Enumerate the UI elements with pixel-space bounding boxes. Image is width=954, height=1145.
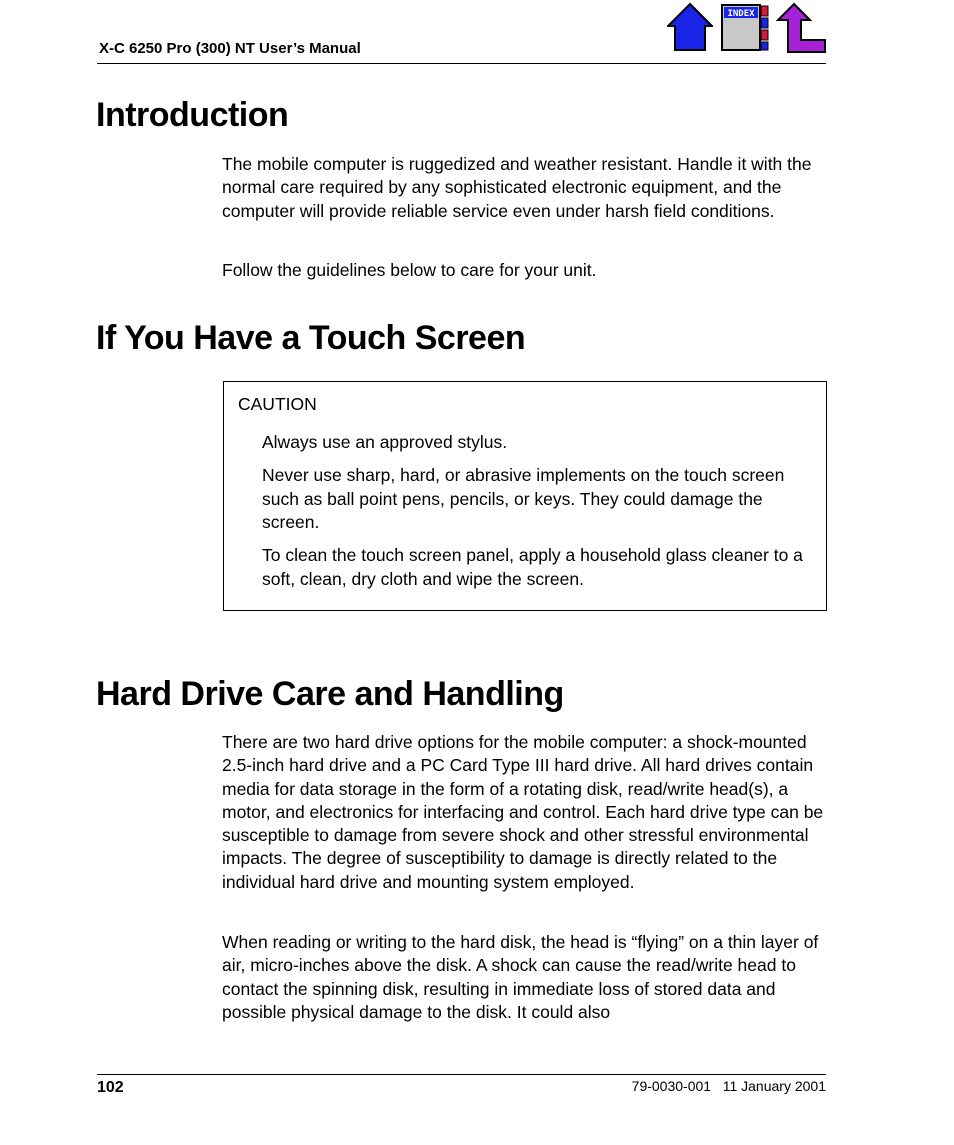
caution-box [223,381,827,611]
introduction-paragraph: The mobile computer is ruggedized and weather resistant. Handle it with the normal care required by any sophisticated electronic equipment, and the computer will provide reliable service even under harsh field conditions. [222,154,812,221]
caution-item: Always use an approved stylus. [262,432,508,452]
hard-drive-paragraph: There are two hard drive options for the mobile computer: a shock-mounted 2.5-inch hard drive and a PC Card Type III hard drive. All hard drives contain media for data storage in the form of a rotating disk, read/write head(s), a motor, and electronics for interfacing and control. Each hard drive type can be susceptible to damage from severe shock and other stressful environmental impacts. The degree of susceptibility to damage is directly related to the individual hard drive and mounting system employed. [222,732,824,892]
caution-label: CAUTION [238,394,317,414]
footer-divider [97,1074,826,1075]
touch-screen-heading: If You Have a Touch Screen [96,319,526,357]
hard-drive-paragraph: When reading or writing to the hard disk, the head is “flying” on a thin layer of air, micro-inches above the disk. A shock can cause the read/write head to contact the spinning disk, resulting in immediate loss of stored data and possible physical damage to the disk. It could also [222,932,819,1022]
hard-drive-heading: Hard Drive Care and Handling [96,675,564,713]
introduction-paragraph: Follow the guidelines below to care for your unit. [222,260,597,280]
index-icon-label: INDEX [727,9,755,19]
document-id: 79-0030-001 11 January 2001 [631,1078,826,1094]
header-divider [97,63,826,64]
caution-item: Never use sharp, hard, or abrasive implements on the touch screen such as ball point pens, pencils, or keys. They could damage the screen. [262,465,785,533]
index-icon[interactable] [720,2,770,52]
manual-title: X-C 6250 Pro (300) NT User’s Manual [99,40,361,57]
page-number: 102 [97,1079,124,1096]
home-icon[interactable] [667,2,713,52]
back-icon[interactable] [776,2,828,54]
introduction-heading: Introduction [96,96,289,134]
caution-item: To clean the touch screen panel, apply a household glass cleaner to a soft, clean, dry cloth and wipe the screen. [262,545,803,589]
